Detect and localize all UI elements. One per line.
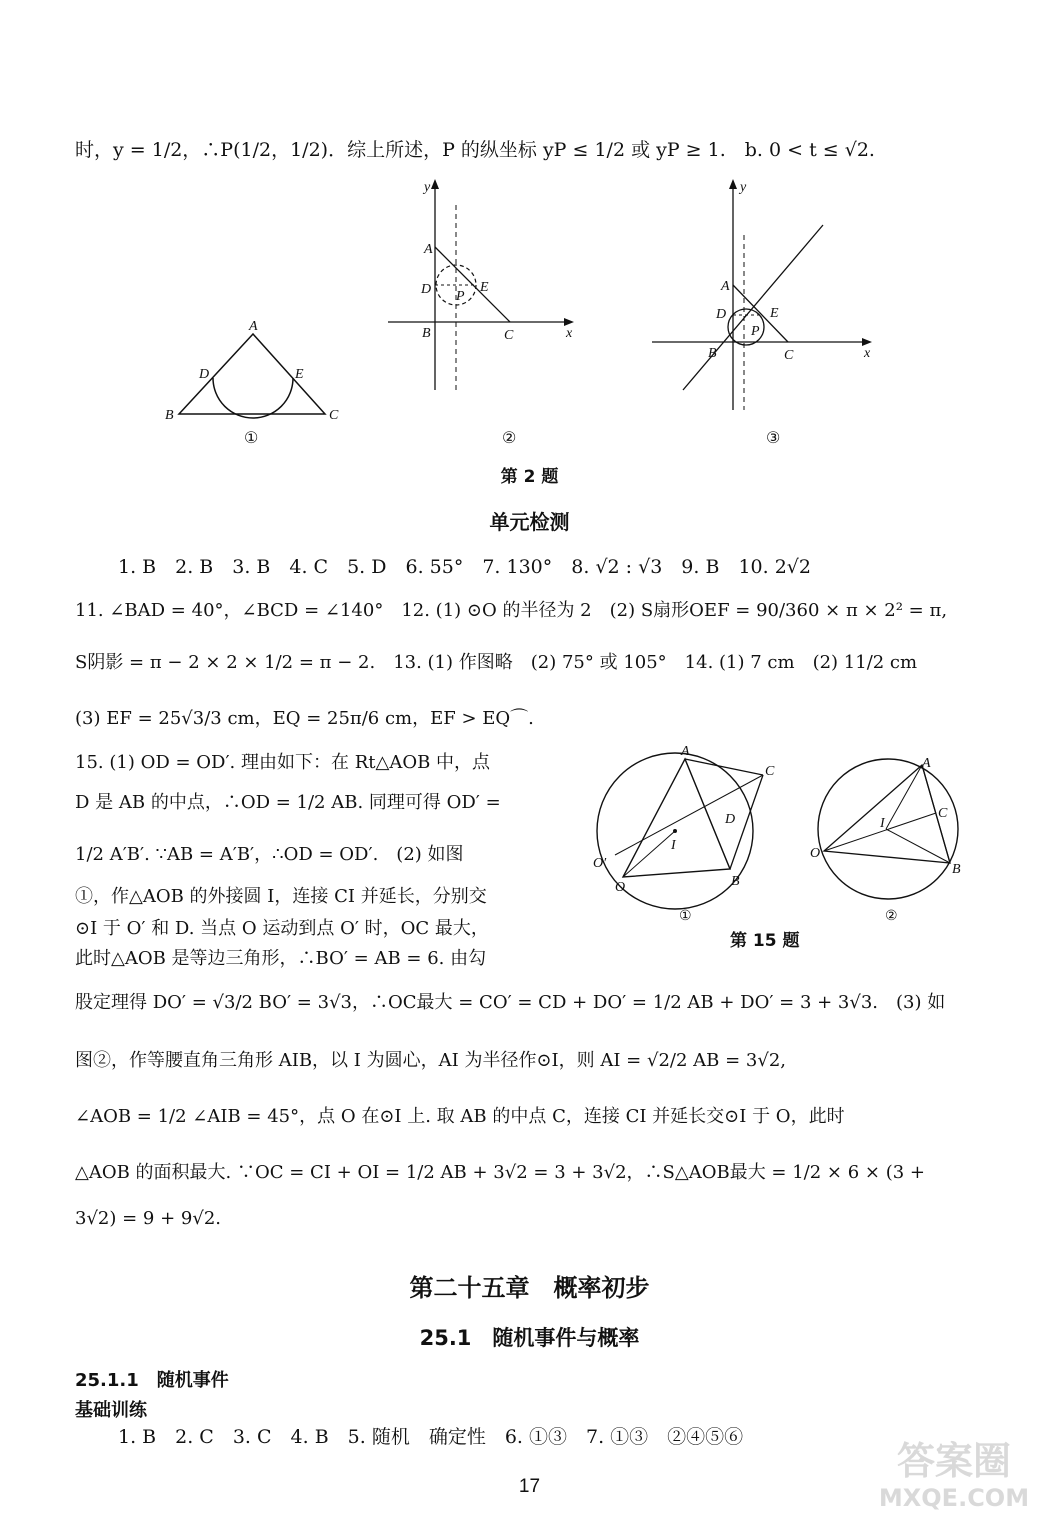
q15-line: D 是 AB 的中点，∴OD = 1/2 AB. 同理可得 OD′ =	[75, 792, 501, 813]
axis-label: x	[864, 346, 871, 361]
point-label: I	[671, 838, 676, 853]
point-label: D	[199, 367, 210, 382]
point-label: C	[765, 764, 775, 779]
point-label: C	[784, 348, 794, 363]
point-label: B	[952, 862, 961, 877]
point-label: A	[424, 242, 433, 257]
point-label: P	[751, 324, 760, 339]
figure-q15-1	[585, 745, 785, 925]
point-label: E	[295, 367, 304, 382]
q15-line: 此时△AOB 是等边三角形，∴BO′ = AB = 6. 由勾	[75, 948, 487, 969]
figure-caption-q15: 第 15 题	[730, 931, 800, 951]
point-label: A	[721, 279, 730, 294]
training-heading: 基础训练	[75, 1400, 147, 1421]
point-label: A	[249, 320, 258, 334]
point-label: C	[504, 328, 514, 343]
point-label: A	[681, 745, 690, 759]
section-title: 25.1 随机事件与概率	[419, 1326, 640, 1350]
q15-line: 1/2 A′B′. ∵AB = A′B′，∴OD = OD′. (2) 如图	[75, 844, 464, 865]
figure-label-2: ②	[502, 428, 517, 447]
answer-line: 1. B 2. C 3. C 4. B 5. 随机 确定性 6. ①③ 7. ①③ ②④⑤⑥	[118, 1426, 744, 1448]
figure-q2-3	[648, 175, 878, 415]
watermark-logo: 答案圈 MXQE.COM	[878, 1439, 1030, 1512]
subsection-title: 25.1.1 随机事件	[75, 1370, 229, 1391]
q15-line: 股定理得 DO′ = √3/2 BO′ = 3√3，∴OC最大 = CO′ = CD + DO′ = 1/2 AB + DO′ = 3 + 3√3. (3) 如	[75, 992, 946, 1013]
q15-line: ⊙I 于 O′ 和 D. 当点 O 运动到点 O′ 时，OC 最大，	[75, 918, 489, 939]
answer-line: (3) EF = 25√3/3 cm，EQ = 25π/6 cm，EF > EQ⌒.	[75, 708, 534, 729]
point-label: O	[615, 880, 626, 895]
figure-q15-2	[810, 755, 970, 905]
answer-line: S阴影 = π − 2 × 2 × 1/2 = π − 2. 13. (1) 作图略 (2) 75° 或 105° 14. (1) 7 cm (2) 11/2 cm	[75, 652, 918, 673]
point-label: O′	[593, 856, 607, 871]
figure-label-15-1: ①	[679, 908, 692, 924]
point-label: C	[329, 408, 339, 423]
figure-caption-q2: 第 2 题	[500, 467, 559, 487]
point-label: B	[165, 408, 174, 423]
axis-label: y	[424, 180, 431, 195]
q15-line: 15. (1) OD = OD′. 理由如下：在 Rt△AOB 中，点	[75, 752, 491, 773]
figure-label-1: ①	[244, 428, 259, 447]
chapter-title: 第二十五章 概率初步	[409, 1274, 650, 1302]
axis-label: y	[740, 180, 747, 195]
q15-line: 3√2) = 9 + 9√2.	[75, 1208, 221, 1229]
answer-line-top: 时，y = 1/2，∴P(1/2，1/2)．综上所述，P 的纵坐标 yP ≤ 1/2 或 yP ≥ 1. b. 0 < t ≤ √2.	[75, 139, 875, 161]
point-label: O	[810, 846, 821, 861]
point-label: P	[456, 289, 465, 304]
point-label: C	[938, 806, 948, 821]
q15-line: 图②，作等腰直角三角形 AIB，以 I 为圆心，AI 为半径作⊙I，则 AI = √2/2 AB = 3√2,	[75, 1050, 786, 1071]
point-label: B	[708, 346, 717, 361]
axis-label: x	[566, 326, 573, 341]
q15-line: △AOB 的面积最大. ∵OC = CI + OI = 1/2 AB + 3√2 = 3 + 3√2，∴S△AOB最大 = 1/2 × 6 × (3 +	[75, 1162, 925, 1183]
point-label: D	[716, 307, 727, 322]
page-number: 17	[518, 1476, 541, 1497]
answer-line: 1. B 2. B 3. B 4. C 5. D 6. 55° 7. 130° 8. √2 : √3 9. B 10. 2√2	[118, 556, 811, 578]
point-label: B	[422, 326, 431, 341]
point-label: A	[922, 756, 931, 771]
section-title-unit-test: 单元检测	[489, 510, 570, 534]
figure-label-3: ③	[766, 428, 781, 447]
answer-line: 11. ∠BAD = 40°，∠BCD = ∠140° 12. (1) ⊙O 的半径为 2 (2) S扇形OEF = 90/360 × π × 2² = π,	[75, 600, 948, 621]
point-label: D	[725, 812, 736, 827]
point-label: I	[880, 816, 885, 831]
q15-line: ①，作△AOB 的外接圆 I，连接 CI 并延长，分别交	[75, 886, 487, 907]
point-label: E	[770, 306, 779, 321]
figure-q2-2	[380, 175, 580, 405]
point-label: B	[731, 874, 740, 889]
point-label: D	[421, 282, 432, 297]
q15-line: ∠AOB = 1/2 ∠AIB = 45°，点 O 在⊙I 上. 取 AB 的中点 C，连接 CI 并延长交⊙I 于 O，此时	[75, 1106, 845, 1127]
point-label: E	[480, 280, 489, 295]
figure-label-15-2: ②	[885, 908, 898, 924]
